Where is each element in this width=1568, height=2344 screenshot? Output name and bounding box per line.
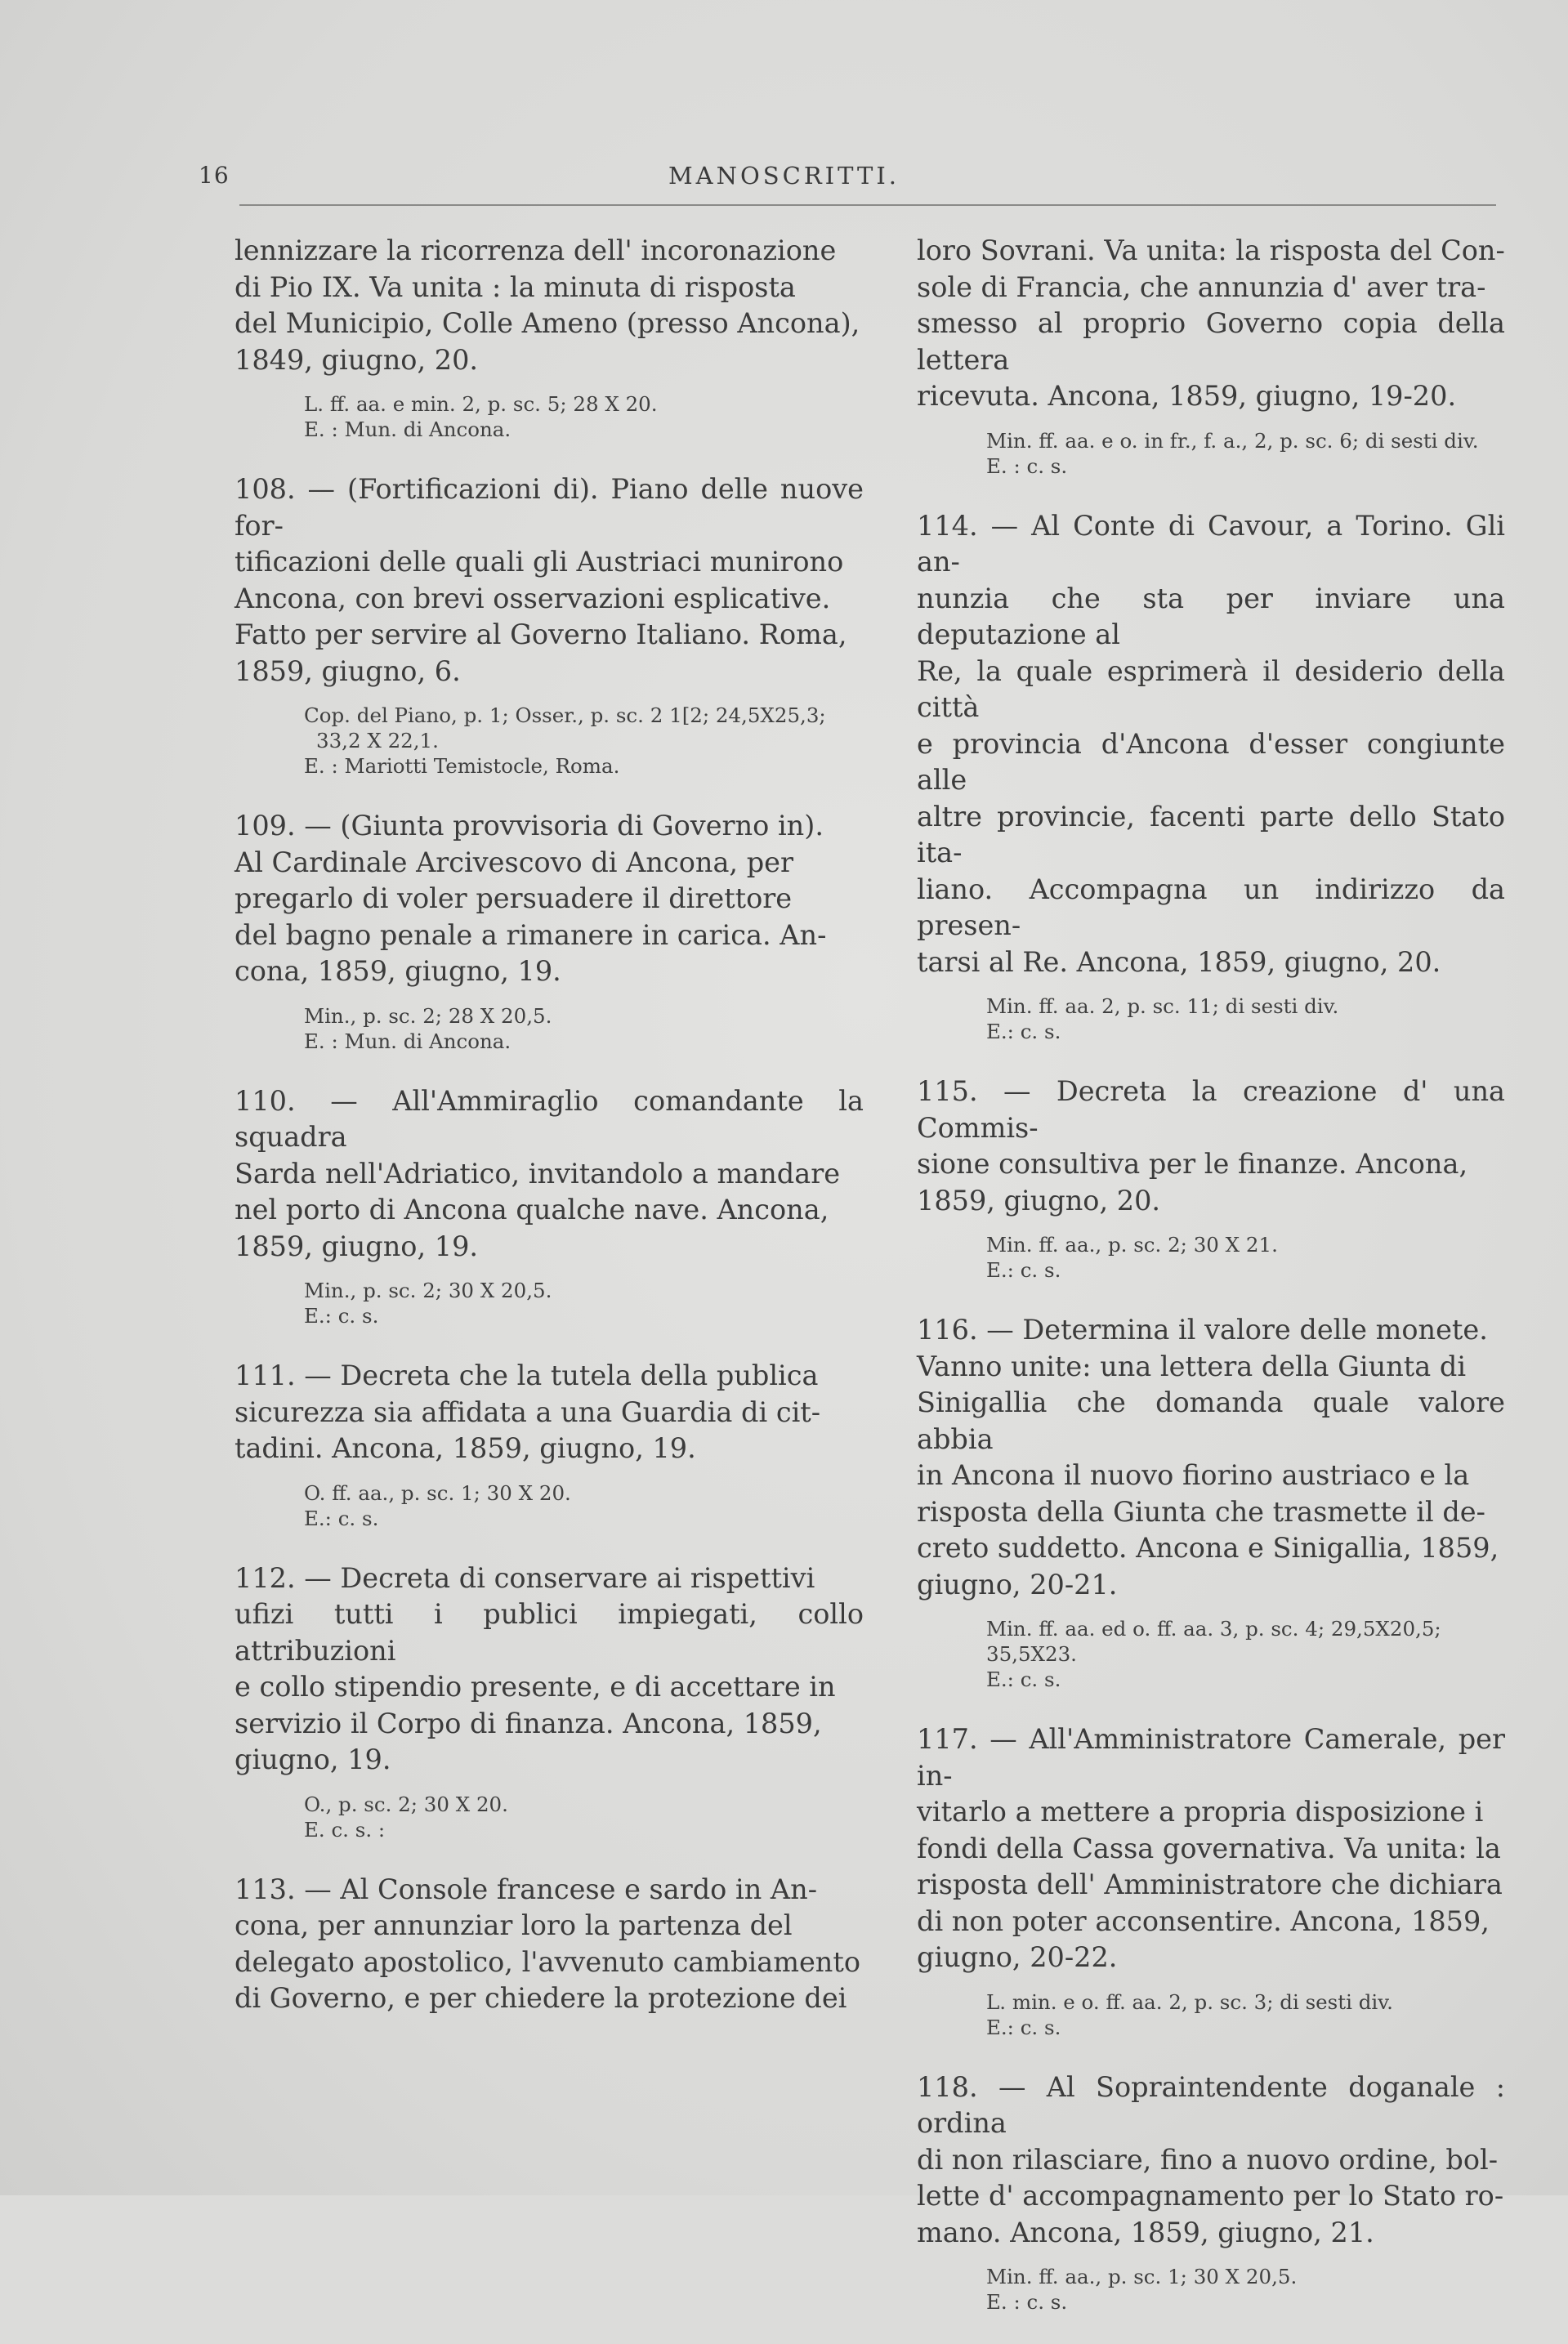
entry-line: giugno, 20-22. — [917, 1941, 1118, 1973]
entry-line: 109. — (Giunta provvisoria di Governo in). — [235, 810, 824, 842]
entry-line: ricevuta. Ancona, 1859, giugno, 19-20. — [917, 380, 1457, 412]
entry-note: E.: c. s. — [986, 1020, 1061, 1043]
entry-line: 113. — Al Console francese e sardo in An- — [235, 1873, 818, 1905]
entry-line: nel porto di Ancona qualche nave. Ancona, — [235, 1194, 829, 1226]
entry-note: Min. ff. aa. ed o. ff. aa. 3, p. sc. 4; 29,5X20,5; 35,5X23. — [986, 1617, 1441, 1666]
entry-line: mano. Ancona, 1859, giugno, 21. — [917, 2216, 1374, 2248]
entry-line: lennizzare la ricorrenza dell' incoronazione — [235, 234, 837, 266]
header-rule — [239, 204, 1496, 206]
catalog-entry — [235, 1358, 864, 1531]
catalog-entry — [917, 508, 1505, 1045]
entry-line: 118. — Al Sopraintendente doganale : ordina — [917, 2070, 1505, 2139]
entry-line: ufizi tutti i publici impiegati, collo attribuzioni — [235, 1598, 864, 1667]
entry-line: sione consultiva per le finanze. Ancona, — [917, 1148, 1468, 1180]
entry-line: nunzia che sta per inviare una deputazione al — [917, 582, 1505, 650]
entry-line: di Pio IX. Va unita : la minuta di risposta — [235, 270, 796, 303]
entry-line: sicurezza sia affidata a una Guardia di cit- — [235, 1395, 821, 1428]
entry-line: cona, 1859, giugno, 19. — [235, 955, 561, 987]
catalog-entry — [235, 471, 864, 779]
entry-note: E.: c. s. — [304, 1304, 379, 1328]
left-column — [235, 233, 864, 2047]
entry-line: 116. — Determina il valore delle monete. — [917, 1314, 1488, 1346]
entry-line: tarsi al Re. Ancona, 1859, giugno, 20. — [917, 945, 1441, 978]
catalog-entry — [235, 1560, 864, 1842]
catalog-entry — [235, 233, 864, 442]
entry-line: Re, la quale esprimerà il desiderio della città — [917, 654, 1505, 723]
entry-line: di non poter acconsentire. Ancona, 1859, — [917, 1904, 1490, 1937]
entry-line: 110. — All'Ammiraglio comandante la squadra — [235, 1084, 864, 1153]
catalog-entry — [235, 1872, 864, 2017]
entry-line: 1859, giugno, 19. — [235, 1230, 479, 1262]
entry-line: liano. Accompagna un indirizzo da presen- — [917, 873, 1505, 941]
entry-line: 108. — (Fortificazioni di). Piano delle nuove for- — [235, 473, 864, 542]
entry-line: smesso al proprio Governo copia della lettera — [917, 307, 1505, 376]
entry-line: giugno, 19. — [235, 1743, 391, 1775]
entry-note: E.: c. s. — [986, 1668, 1061, 1691]
entry-line: e collo stipendio presente, e di accettare in — [235, 1671, 836, 1703]
entry-line: delegato apostolico, l'avvenuto cambiamento — [235, 1945, 861, 1978]
entry-line: altre provincie, facenti parte dello Stato ita- — [917, 800, 1505, 868]
entry-line: 114. — Al Conte di Cavour, a Torino. Gli an- — [917, 509, 1505, 578]
entry-line: creto suddetto. Ancona e Sinigallia, 1859, — [917, 1532, 1499, 1564]
entry-note: E. c. s. : — [304, 1817, 386, 1842]
entry-line: del bagno penale a rimanere in carica. An- — [235, 918, 827, 951]
entry-note: E. : Mun. di Ancona. — [304, 417, 511, 441]
entry-line: tificazioni delle quali gli Austriaci munirono — [235, 546, 844, 578]
entry-line: del Municipio, Colle Ameno (presso Ancona), — [235, 307, 860, 339]
entry-note: L. min. e o. ff. aa. 2, p. sc. 3; di sesti div. — [986, 1989, 1393, 2014]
catalog-entry — [917, 1312, 1505, 1692]
entry-line: Vanno unite: una lettera della Giunta di — [917, 1350, 1467, 1382]
entry-line: Ancona, con brevi osservazioni esplicative. — [235, 582, 831, 614]
entry-line: pregarlo di voler persuadere il direttore — [235, 882, 793, 914]
entry-note: E.: c. s. — [304, 1506, 379, 1530]
entry-line: 111. — Decreta che la tutela della publica — [235, 1360, 819, 1391]
entry-note: E. : c. s. — [986, 453, 1068, 478]
entry-note: Min. ff. aa., p. sc. 2; 30 X 21. — [986, 1233, 1278, 1257]
entry-line: tadini. Ancona, 1859, giugno, 19. — [235, 1432, 696, 1464]
catalog-entry — [235, 1083, 864, 1329]
entry-line: loro Sovrani. Va unita: la risposta del Con- — [917, 234, 1505, 266]
entry-line: in Ancona il nuovo fiorino austriaco e la — [917, 1459, 1470, 1491]
entry-note: Min., p. sc. 2; 28 X 20,5. — [304, 1003, 552, 1028]
entry-note: O., p. sc. 2; 30 X 20. — [304, 1792, 508, 1816]
entry-note: E. : Mun. di Ancona. — [304, 1029, 511, 1053]
entry-line: giugno, 20-21. — [917, 1568, 1118, 1601]
entry-line: di non rilasciare, fino a nuovo ordine, bol- — [917, 2143, 1499, 2176]
entry-line: Sarda nell'Adriatico, invitandolo a mandare — [235, 1157, 841, 1190]
entry-line: di Governo, e per chiedere la protezione dei — [235, 1982, 847, 2014]
entry-line: lette d' accompagnamento per lo Stato ro- — [917, 2180, 1504, 2212]
entry-line: Fatto per servire al Governo Italiano. Roma, — [235, 618, 847, 650]
entry-note: E.: c. s. — [986, 2015, 1061, 2039]
entry-note: Cop. del Piano, p. 1; Osser., p. sc. 2 1[2; 24,5X25,3; — [304, 703, 826, 727]
entry-note: Min. ff. aa., p. sc. 1; 30 X 20,5. — [986, 2265, 1298, 2288]
running-title: MANOSCRITTI. — [668, 162, 900, 190]
entry-line: servizio il Corpo di finanza. Ancona, 1859, — [235, 1707, 822, 1739]
entry-line: vitarlo a mettere a propria disposizione i — [917, 1796, 1484, 1828]
entry-line: 1859, giugno, 20. — [917, 1184, 1161, 1217]
entry-note: O. ff. aa., p. sc. 1; 30 X 20. — [304, 1480, 571, 1505]
entry-line: Sinigallia che domanda quale valore abbia — [917, 1386, 1505, 1455]
entry-line: risposta dell' Amministratore che dichiara — [917, 1869, 1503, 1900]
entry-note: Min. ff. aa. 2, p. sc. 11; di sesti div. — [986, 994, 1339, 1018]
entry-note: E. : c. s. — [986, 2290, 1068, 2314]
entry-line: e provincia d'Ancona d'esser congiunte alle — [917, 727, 1505, 796]
entry-line: Al Cardinale Arcivescovo di Ancona, per — [235, 846, 794, 878]
entry-line: 1849, giugno, 20. — [235, 343, 479, 376]
entry-line: 117. — All'Amministratore Camerale, per in- — [917, 1723, 1505, 1792]
entry-note: E. : Mariotti Temistocle, Roma. — [304, 754, 620, 778]
entry-note: Min. ff. aa. e o. in fr., f. a., 2, p. sc. 6; di sesti div. — [986, 428, 1479, 453]
entry-line: 1859, giugno, 6. — [235, 654, 461, 687]
catalog-entry — [235, 808, 864, 1054]
entry-line: 112. — Decreta di conservare ai rispettivi — [235, 1561, 815, 1594]
catalog-entry — [917, 1721, 1505, 2040]
catalog-entry — [917, 1074, 1505, 1283]
entry-line: risposta della Giunta che trasmette il de- — [917, 1495, 1485, 1528]
entry-note: E.: c. s. — [986, 1258, 1061, 1282]
entry-note: Min., p. sc. 2; 30 X 20,5. — [304, 1279, 552, 1302]
entry-line: cona, per annunziar loro la partenza del — [235, 1909, 793, 1941]
catalog-entry — [917, 233, 1505, 479]
page-header — [0, 162, 1568, 194]
entry-note: 33,2 X 22,1. — [316, 729, 439, 752]
entry-line: fondi della Cassa governativa. Va unita: la — [917, 1832, 1501, 1864]
entry-note: L. ff. aa. e min. 2, p. sc. 5; 28 X 20. — [304, 392, 658, 416]
right-column — [917, 233, 1505, 2344]
page-number: 16 — [199, 162, 230, 189]
catalog-entry — [917, 2069, 1505, 2315]
entry-line: sole di Francia, che annunzia d' aver tra- — [917, 270, 1486, 303]
entry-line: 115. — Decreta la creazione d' una Commis- — [917, 1075, 1505, 1144]
